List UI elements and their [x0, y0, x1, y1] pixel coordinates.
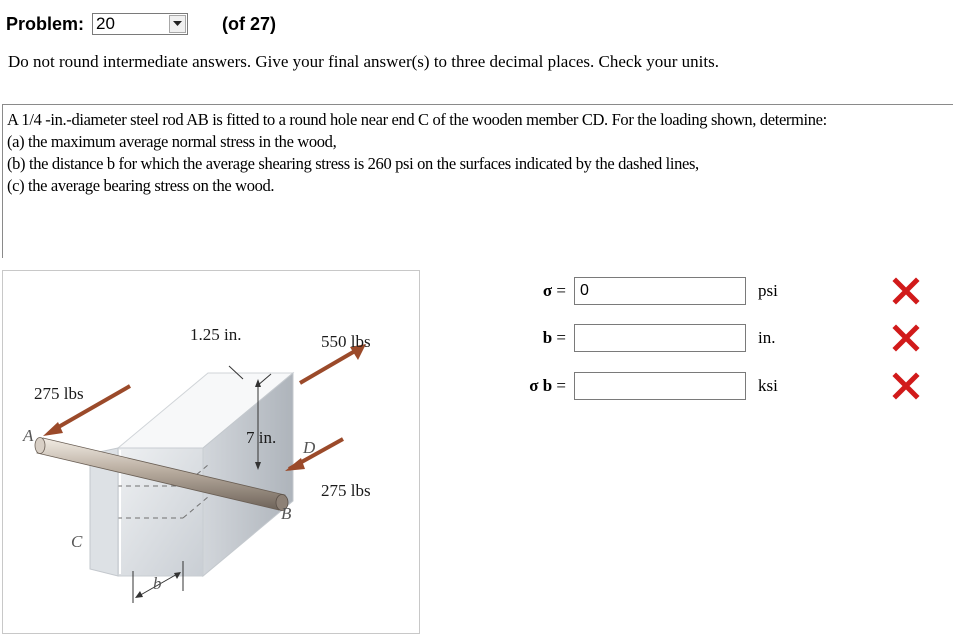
answer-unit: psi — [758, 281, 778, 300]
point-b-label: B — [281, 504, 292, 523]
answer-row-sigma — [500, 276, 868, 306]
answer-unit: ksi — [758, 376, 778, 395]
problem-select-value[interactable]: 20 — [96, 14, 115, 33]
point-d-label: D — [303, 438, 316, 457]
load-bottom-right-label: 275 lbs — [321, 481, 371, 500]
load-left-label: 275 lbs — [34, 384, 84, 403]
point-a-label: A — [23, 426, 34, 445]
answer-label: σ b = — [529, 376, 566, 395]
chevron-down-icon[interactable] — [169, 15, 186, 33]
problem-part-b: (b) the distance b for which the average shearing stress is 260 psi on the surfaces indicated by the dashed lines, — [7, 154, 699, 173]
problem-intro: A 1/4 -in.-diameter steel rod AB is fitted to a round hole near end C of the wooden member CD. For the loading shown, determine: — [7, 110, 827, 129]
answer-unit: in. — [758, 328, 776, 347]
instructions-text: Do not round intermediate answers. Give your final answer(s) to three decimal places. Check your units. — [8, 52, 719, 71]
problem-header — [6, 10, 276, 38]
sigma-b-input[interactable] — [574, 372, 746, 400]
dim-width-label: 1.25 in. — [190, 325, 242, 344]
answer-row-sigma-b — [500, 371, 868, 401]
problem-label: Problem: — [6, 13, 85, 34]
b-input[interactable] — [574, 324, 746, 352]
problem-count: (of 27) — [222, 13, 277, 34]
problem-part-c: (c) the average bearing stress on the wood. — [7, 176, 275, 195]
incorrect-x-icon — [892, 324, 920, 352]
problem-select[interactable] — [92, 13, 188, 35]
answer-label: σ = — [542, 281, 566, 300]
incorrect-x-icon — [892, 372, 920, 400]
sigma-input[interactable] — [574, 277, 746, 305]
figure-drawing — [3, 271, 419, 633]
problem-figure — [2, 270, 420, 634]
problem-part-a: (a) the maximum average normal stress in the wood, — [7, 132, 337, 151]
answer-label: b = — [542, 328, 566, 347]
problem-statement — [2, 104, 953, 258]
answer-row-b — [500, 323, 868, 353]
point-c-label: C — [71, 532, 83, 551]
dim-height-label: 7 in. — [246, 428, 277, 447]
incorrect-x-icon — [892, 277, 920, 305]
load-top-right-label: 550 lbs — [321, 332, 371, 351]
dim-b-label: b — [153, 574, 162, 593]
